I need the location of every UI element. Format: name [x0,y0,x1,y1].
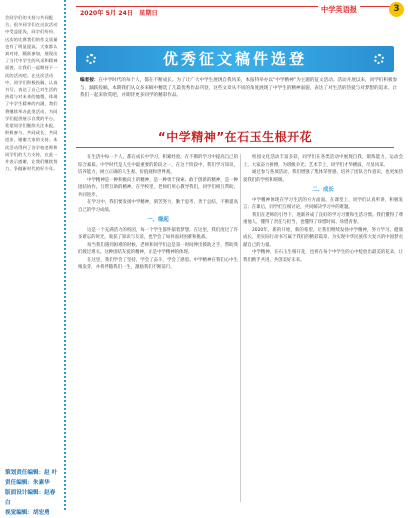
paragraph: 我们在老师的引导下，逐渐养成了良好的学习习惯和生活习惯。我们懂得了尊重他人，懂得了责任与担当，也懂得了珍惜时间、珍惜青春。 [243,212,403,225]
editor-credit: 版面设计编辑：赵春白 [5,490,56,506]
sidebar [0,0,66,516]
paragraph: 校园文化活动丰富多彩，同学们在各类活动中展现自我，锻炼能力。运动会上，大家奋力拼搏，为班级争光；艺术节上，同学们才华横溢，尽显风采。 [243,155,403,168]
section-banner [76,46,394,72]
paragraph: 在学习中，我们要发扬中学精神，刻苦努力，勤于思考，善于总结，不断提高自己的学习成绩。 [78,200,238,213]
paragraph: 通过参与各项活动，我们增强了集体荣誉感，培养了团队合作意识，也更加热爱我们的学校和班级。 [243,170,403,183]
editor-credit: 策划责任编辑：赵 叶 [5,470,58,476]
editor-note [80,77,398,100]
section-heading: 一、缘起 [147,217,169,223]
page-number-badge: 3 [389,2,404,17]
page-header [68,2,408,38]
newspaper-logo: 中学英语报 [318,5,360,15]
date-text: 2020年 5月 24日 [80,10,134,17]
paragraph: 在这里，我们学会了坚持，学会了奋斗，学会了感恩。中学精神在我们心中生根发芽，并将伴随我们一生，激励我们不断前行。 [78,257,238,270]
editor-credit: 视觉编辑：胡宏勇 [5,510,50,516]
sidebar-text: 会同学们的支持与共同配合，很多同学们在这次活动中受益匪浅，同学们纷纷，这次的比赛我们的作文质量也有了明显提高，大家都认真对待，踊跃参加，展现出了当代中学生的风采和精神面貌，让我们一起期待下一次的活动吧。在这次活动中，同学们积极投稿，认真书写，表达了自己对生活的热爱与对未来的憧憬，体现了中学生精神的内涵，我们将继续举办此类活动，为同学们提供展示自我的平台，希望同学们继续关注本报，积极参与，共同成长，共同进步，谢谢大家的支持。本次活动得到了各学校老师和同学们的大力支持，在此一并表示感谢，让我们继续努力，争做新时代的好少年。 [5,15,58,172]
decorative-dots-icon [374,54,384,64]
banner-title: 优秀征文稿件选登 [162,50,307,68]
editor-note-label: 编者按： [80,78,99,83]
weekday-text: 星期日 [139,10,158,17]
paragraph: 每当我们遇到困难的时候，老师和同学们总是第一时间伸出援助之手，帮助我们渡过难关。这种团结友爱的精神，正是中学精神的体现。 [78,242,238,255]
paragraph: 在生活中每一个人，都在成长中学习，积累经验，在不断的学习中提高自己的综合素质。中学时代是人生中最重要的阶段之一，在这个阶段中，我们学习知识，培养能力，树立正确的人生观、价值观和世界观。 [78,155,238,175]
article-column-right [243,154,403,264]
article-title: “中学精神”在石玉生根开花 [157,130,313,144]
editor-note-text: 在中学时代的每个人，都在不断成长。为了让广大中学生展现自我风采，本报特举办以“中学精神”为主题的征文活动。活动开展以来，同学们积极参与，踊跃投稿，本期我们从众多来稿中精选了几篇优秀作品刊登，这些文章从不同的角度展现了中学生的精神面貌，表达了对生活的热爱与对梦想的追求，让我们一起来欣赏吧，并期待更多同学的精彩作品。 [80,78,398,99]
editor-credits [5,468,60,518]
paragraph: 中学精神是一种积极向上的精神，是一种勇于探索、敢于创新的精神，是一种团结协作、互帮互助的精神。在学校里，老师们用心教导我们，同学们相互帮助，共同进步。 [78,177,238,198]
paragraph: 这是一个充满活力的校园，每一个学生都怀揣着梦想。在这里，我们度过了许多难忘的时光，收获了知识与友谊，也学会了如何面对困难和挑战。 [78,227,238,240]
section-heading: 二、成长 [312,187,334,193]
paragraph: 中学精神体现在学习生活的方方面面。在课堂上，同学们认真听讲，积极发言；在课后，同学们互相讨论，共同解决学习中的难题。 [243,197,403,210]
paragraph: 2020年，新的开始，新的希望。让我们继续发扬中学精神，努力学习，健康成长，用实际行动书写属于我们的精彩篇章，为实现中华民族伟大复兴的中国梦贡献自己的力量。 [243,227,403,248]
title-divider [76,147,394,148]
issue-date [80,8,162,17]
article-column-left [78,154,238,272]
column-divider [240,154,241,502]
paragraph: 中学精神，在石玉生根开花，也将在每个中学生的心中绽放出最美的花朵，让我们携手共进，共创美好未来。 [243,250,403,263]
editor-credit: 责任编辑：朱素华 [5,480,50,486]
